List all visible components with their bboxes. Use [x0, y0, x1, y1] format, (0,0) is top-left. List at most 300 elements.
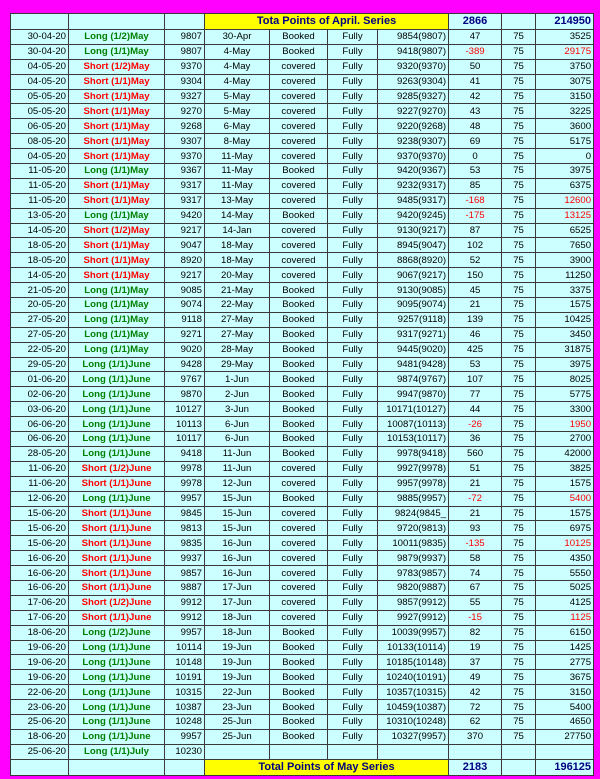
status-cell: Fully [328, 506, 378, 521]
table-row [11, 402, 594, 417]
points-cell: 44 [449, 402, 502, 417]
position-cell: Short (1/1)June [69, 521, 165, 536]
position-cell: Long (1/1)June [69, 417, 165, 432]
amount-cell: 5775 [536, 387, 594, 402]
action-cell: Booked [270, 298, 328, 313]
action-cell: covered [270, 223, 328, 238]
exit-detail-cell: 9257(9118) [378, 312, 449, 327]
entry-price-cell: 10230 [165, 744, 205, 759]
entry-date-cell: 11-05-20 [11, 178, 69, 193]
entry-price-cell: 9270 [165, 104, 205, 119]
status-cell: Fully [328, 208, 378, 223]
exit-date-cell: 8-May [205, 134, 270, 149]
entry-date-cell: 05-05-20 [11, 89, 69, 104]
table-row [11, 223, 594, 238]
points-cell: 77 [449, 387, 502, 402]
amount-cell: 2700 [536, 432, 594, 447]
action-cell: covered [270, 119, 328, 134]
blank-cell [502, 14, 536, 30]
position-cell: Short (1/1)May [69, 74, 165, 89]
exit-date-cell: 15-Jun [205, 506, 270, 521]
table-row [11, 149, 594, 164]
entry-price-cell: 9271 [165, 327, 205, 342]
exit-detail-cell: 10327(9957) [378, 729, 449, 744]
status-cell: Fully [328, 357, 378, 372]
position-cell: Short (1/1)June [69, 536, 165, 551]
amount-cell: 5400 [536, 491, 594, 506]
exit-date-cell: 18-May [205, 238, 270, 253]
entry-date-cell: 08-05-20 [11, 134, 69, 149]
points-cell: 45 [449, 283, 502, 298]
lot-size-cell: 75 [502, 714, 536, 729]
lot-size-cell: 75 [502, 536, 536, 551]
status-cell: Fully [328, 74, 378, 89]
table-row [11, 357, 594, 372]
position-cell: Short (1/1)May [69, 238, 165, 253]
exit-detail-cell: 10039(9957) [378, 625, 449, 640]
exit-date-cell: 1-Jun [205, 372, 270, 387]
amount-cell: 13125 [536, 208, 594, 223]
table-row [11, 551, 594, 566]
amount-cell: 1125 [536, 610, 594, 625]
status-cell: Fully [328, 30, 378, 45]
table-row [11, 89, 594, 104]
exit-detail-cell: 10171(10127) [378, 402, 449, 417]
entry-date-cell: 18-05-20 [11, 238, 69, 253]
action-cell: Booked [270, 417, 328, 432]
amount-cell: 4125 [536, 595, 594, 610]
action-cell: Booked [270, 729, 328, 744]
action-cell: covered [270, 134, 328, 149]
points-cell: 36 [449, 432, 502, 447]
status-cell: Fully [328, 521, 378, 536]
table-row [11, 685, 594, 700]
exit-detail-cell: 9854(9807) [378, 30, 449, 45]
lot-size-cell: 75 [502, 268, 536, 283]
may-total-points: 2183 [449, 759, 502, 775]
points-cell: 43 [449, 104, 502, 119]
position-cell: Short (1/1)May [69, 104, 165, 119]
exit-detail-cell: 10153(10117) [378, 432, 449, 447]
entry-date-cell: 25-06-20 [11, 744, 69, 759]
action-cell: covered [270, 74, 328, 89]
lot-size-cell: 75 [502, 476, 536, 491]
position-cell: Short (1/1)May [69, 89, 165, 104]
exit-detail-cell: 10357(10315) [378, 685, 449, 700]
entry-price-cell: 10117 [165, 432, 205, 447]
action-cell: Booked [270, 327, 328, 342]
table-row [11, 521, 594, 536]
exit-date-cell: 16-Jun [205, 536, 270, 551]
lot-size-cell: 75 [502, 208, 536, 223]
amount-cell: 1425 [536, 640, 594, 655]
blank-cell [502, 759, 536, 775]
points-cell: 21 [449, 506, 502, 521]
lot-size-cell: 75 [502, 610, 536, 625]
exit-detail-cell: 9238(9307) [378, 134, 449, 149]
entry-price-cell: 9857 [165, 566, 205, 581]
exit-date-cell [205, 744, 270, 759]
exit-detail-cell: 10133(10114) [378, 640, 449, 655]
position-cell: Long (1/1)May [69, 342, 165, 357]
entry-price-cell: 9047 [165, 238, 205, 253]
entry-price-cell: 9420 [165, 208, 205, 223]
entry-date-cell: 12-06-20 [11, 491, 69, 506]
entry-price-cell: 10315 [165, 685, 205, 700]
action-cell: Booked [270, 685, 328, 700]
points-cell: 107 [449, 372, 502, 387]
lot-size-cell: 75 [502, 44, 536, 59]
amount-cell: 1575 [536, 298, 594, 313]
entry-price-cell: 9217 [165, 223, 205, 238]
entry-date-cell: 04-05-20 [11, 59, 69, 74]
position-cell: Long (1/1)June [69, 446, 165, 461]
entry-date-cell: 16-06-20 [11, 566, 69, 581]
exit-date-cell: 28-May [205, 342, 270, 357]
points-cell: 19 [449, 640, 502, 655]
points-cell: 58 [449, 551, 502, 566]
status-cell: Fully [328, 491, 378, 506]
table-row [11, 729, 594, 744]
entry-date-cell: 27-05-20 [11, 327, 69, 342]
action-cell: Booked [270, 30, 328, 45]
lot-size-cell: 75 [502, 104, 536, 119]
amount-cell: 3225 [536, 104, 594, 119]
points-cell: 74 [449, 566, 502, 581]
position-cell: Short (1/2)June [69, 595, 165, 610]
points-cell: -168 [449, 193, 502, 208]
entry-date-cell: 18-05-20 [11, 253, 69, 268]
exit-date-cell: 17-Jun [205, 580, 270, 595]
amount-cell: 11250 [536, 268, 594, 283]
may-summary-row [11, 759, 594, 775]
action-cell: covered [270, 238, 328, 253]
entry-price-cell: 9807 [165, 30, 205, 45]
may-total-amount: 196125 [536, 759, 594, 775]
entry-price-cell: 9912 [165, 610, 205, 625]
exit-date-cell: 4-May [205, 74, 270, 89]
action-cell: covered [270, 521, 328, 536]
points-cell: 62 [449, 714, 502, 729]
lot-size-cell: 75 [502, 134, 536, 149]
amount-cell [536, 744, 594, 759]
action-cell: Booked [270, 312, 328, 327]
action-cell: covered [270, 193, 328, 208]
action-cell: covered [270, 268, 328, 283]
lot-size-cell: 75 [502, 432, 536, 447]
amount-cell: 3675 [536, 670, 594, 685]
amount-cell: 5025 [536, 580, 594, 595]
lot-size-cell: 75 [502, 342, 536, 357]
amount-cell: 5550 [536, 566, 594, 581]
exit-date-cell: 14-May [205, 208, 270, 223]
points-cell: 47 [449, 30, 502, 45]
entry-date-cell: 14-05-20 [11, 223, 69, 238]
position-cell: Short (1/1)June [69, 551, 165, 566]
status-cell: Fully [328, 446, 378, 461]
status-cell: Fully [328, 342, 378, 357]
amount-cell: 31875 [536, 342, 594, 357]
action-cell: covered [270, 580, 328, 595]
entry-price-cell: 9845 [165, 506, 205, 521]
entry-date-cell: 16-06-20 [11, 551, 69, 566]
action-cell: covered [270, 566, 328, 581]
amount-cell: 3750 [536, 59, 594, 74]
exit-detail-cell: 9720(9813) [378, 521, 449, 536]
lot-size-cell: 75 [502, 193, 536, 208]
action-cell: Booked [270, 342, 328, 357]
amount-cell: 3375 [536, 283, 594, 298]
action-cell: Booked [270, 372, 328, 387]
action-cell: covered [270, 506, 328, 521]
position-cell: Short (1/1)June [69, 476, 165, 491]
amount-cell: 12600 [536, 193, 594, 208]
table-row [11, 164, 594, 179]
table-row [11, 432, 594, 447]
lot-size-cell: 75 [502, 312, 536, 327]
action-cell: covered [270, 476, 328, 491]
exit-date-cell: 2-Jun [205, 387, 270, 402]
amount-cell: 42000 [536, 446, 594, 461]
position-cell: Long (1/1)May [69, 283, 165, 298]
exit-date-cell: 18-Jun [205, 610, 270, 625]
entry-price-cell: 9304 [165, 74, 205, 89]
points-cell: 370 [449, 729, 502, 744]
status-cell: Fully [328, 178, 378, 193]
entry-price-cell: 9327 [165, 89, 205, 104]
lot-size-cell: 75 [502, 625, 536, 640]
amount-cell: 29175 [536, 44, 594, 59]
entry-date-cell: 05-05-20 [11, 104, 69, 119]
blank-cell [69, 14, 165, 30]
entry-date-cell: 30-04-20 [11, 44, 69, 59]
lot-size-cell: 75 [502, 551, 536, 566]
entry-date-cell: 15-06-20 [11, 536, 69, 551]
exit-detail-cell: 9957(9978) [378, 476, 449, 491]
status-cell: Fully [328, 89, 378, 104]
action-cell: covered [270, 104, 328, 119]
entry-date-cell: 29-05-20 [11, 357, 69, 372]
lot-size-cell: 75 [502, 164, 536, 179]
status-cell: Fully [328, 312, 378, 327]
entry-price-cell: 9317 [165, 178, 205, 193]
entry-price-cell: 9217 [165, 268, 205, 283]
table-row [11, 178, 594, 193]
trade-table [10, 13, 594, 776]
amount-cell: 4350 [536, 551, 594, 566]
status-cell: Fully [328, 461, 378, 476]
points-cell: 69 [449, 134, 502, 149]
points-cell: 425 [449, 342, 502, 357]
table-row [11, 119, 594, 134]
amount-cell: 3150 [536, 685, 594, 700]
action-cell: covered [270, 178, 328, 193]
exit-detail-cell: 10240(10191) [378, 670, 449, 685]
points-cell: 150 [449, 268, 502, 283]
exit-date-cell: 23-Jun [205, 700, 270, 715]
table-row [11, 417, 594, 432]
lot-size-cell: 75 [502, 595, 536, 610]
table-row [11, 74, 594, 89]
amount-cell: 6375 [536, 178, 594, 193]
entry-price-cell: 9912 [165, 595, 205, 610]
status-cell [328, 744, 378, 759]
position-cell: Short (1/1)May [69, 268, 165, 283]
action-cell: covered [270, 253, 328, 268]
status-cell: Fully [328, 714, 378, 729]
points-cell: 21 [449, 476, 502, 491]
lot-size-cell [502, 744, 536, 759]
points-cell: 42 [449, 89, 502, 104]
lot-size-cell: 75 [502, 30, 536, 45]
amount-cell: 3075 [536, 74, 594, 89]
action-cell: Booked [270, 640, 328, 655]
table-row [11, 655, 594, 670]
status-cell: Fully [328, 580, 378, 595]
position-cell: Long (1/1)June [69, 387, 165, 402]
status-cell: Fully [328, 476, 378, 491]
action-cell: Booked [270, 283, 328, 298]
table-row [11, 104, 594, 119]
position-cell: Short (1/2)May [69, 223, 165, 238]
lot-size-cell: 75 [502, 119, 536, 134]
entry-date-cell: 20-05-20 [11, 298, 69, 313]
action-cell: Booked [270, 670, 328, 685]
exit-date-cell: 29-May [205, 357, 270, 372]
lot-size-cell: 75 [502, 521, 536, 536]
amount-cell: 10125 [536, 536, 594, 551]
amount-cell: 10425 [536, 312, 594, 327]
status-cell: Fully [328, 536, 378, 551]
entry-price-cell: 9887 [165, 580, 205, 595]
lot-size-cell: 75 [502, 446, 536, 461]
entry-date-cell: 02-06-20 [11, 387, 69, 402]
exit-date-cell: 13-May [205, 193, 270, 208]
exit-detail-cell: 9130(9085) [378, 283, 449, 298]
amount-cell: 2775 [536, 655, 594, 670]
entry-price-cell: 10387 [165, 700, 205, 715]
amount-cell: 3975 [536, 164, 594, 179]
action-cell: covered [270, 595, 328, 610]
points-cell [449, 744, 502, 759]
points-cell: 139 [449, 312, 502, 327]
lot-size-cell: 75 [502, 283, 536, 298]
points-cell: 37 [449, 655, 502, 670]
amount-cell: 3900 [536, 253, 594, 268]
entry-date-cell: 18-06-20 [11, 729, 69, 744]
entry-date-cell: 04-05-20 [11, 74, 69, 89]
position-cell: Long (1/1)June [69, 729, 165, 744]
amount-cell: 1950 [536, 417, 594, 432]
entry-price-cell: 9767 [165, 372, 205, 387]
exit-date-cell: 27-May [205, 312, 270, 327]
lot-size-cell: 75 [502, 387, 536, 402]
exit-detail-cell: 9067(9217) [378, 268, 449, 283]
action-cell: covered [270, 149, 328, 164]
action-cell: Booked [270, 491, 328, 506]
exit-detail-cell: 9263(9304) [378, 74, 449, 89]
exit-date-cell: 25-Jun [205, 729, 270, 744]
action-cell: Booked [270, 357, 328, 372]
points-cell: 55 [449, 595, 502, 610]
exit-detail-cell: 9824(9845_ [378, 506, 449, 521]
table-row [11, 208, 594, 223]
amount-cell: 3300 [536, 402, 594, 417]
position-cell: Long (1/1)June [69, 402, 165, 417]
table-row [11, 566, 594, 581]
exit-detail-cell: 9978(9418) [378, 446, 449, 461]
points-cell: -175 [449, 208, 502, 223]
lot-size-cell: 75 [502, 461, 536, 476]
entry-date-cell: 06-06-20 [11, 417, 69, 432]
entry-date-cell: 23-06-20 [11, 700, 69, 715]
entry-price-cell: 10191 [165, 670, 205, 685]
entry-price-cell: 9428 [165, 357, 205, 372]
entry-date-cell: 06-05-20 [11, 119, 69, 134]
exit-detail-cell: 9232(9317) [378, 178, 449, 193]
april-series-title: Tota Points of April. Series [205, 14, 449, 30]
action-cell: Booked [270, 44, 328, 59]
table-row [11, 714, 594, 729]
entry-date-cell: 22-05-20 [11, 342, 69, 357]
entry-date-cell: 11-06-20 [11, 461, 69, 476]
table-row [11, 491, 594, 506]
points-cell: 53 [449, 357, 502, 372]
lot-size-cell: 75 [502, 59, 536, 74]
status-cell: Fully [328, 298, 378, 313]
blank-cell [11, 14, 69, 30]
points-cell: 52 [449, 253, 502, 268]
points-cell: 21 [449, 298, 502, 313]
amount-cell: 7650 [536, 238, 594, 253]
exit-date-cell: 11-May [205, 164, 270, 179]
entry-date-cell: 14-05-20 [11, 268, 69, 283]
exit-detail-cell: 9927(9978) [378, 461, 449, 476]
exit-detail-cell: 9445(9020) [378, 342, 449, 357]
position-cell: Long (1/2)June [69, 625, 165, 640]
exit-detail-cell: 10011(9835) [378, 536, 449, 551]
exit-date-cell: 19-Jun [205, 640, 270, 655]
entry-date-cell: 19-06-20 [11, 640, 69, 655]
entry-date-cell: 18-06-20 [11, 625, 69, 640]
table-row [11, 312, 594, 327]
status-cell: Fully [328, 551, 378, 566]
blank-cell [165, 14, 205, 30]
lot-size-cell: 75 [502, 298, 536, 313]
entry-price-cell: 9957 [165, 625, 205, 640]
exit-detail-cell: 9485(9317) [378, 193, 449, 208]
status-cell: Fully [328, 372, 378, 387]
position-cell: Short (1/1)May [69, 149, 165, 164]
entry-price-cell: 9370 [165, 59, 205, 74]
exit-detail-cell: 9879(9937) [378, 551, 449, 566]
entry-price-cell: 9370 [165, 149, 205, 164]
position-cell: Long (1/2)May [69, 30, 165, 45]
entry-price-cell: 9813 [165, 521, 205, 536]
table-row [11, 744, 594, 759]
exit-detail-cell: 9130(9217) [378, 223, 449, 238]
points-cell: 53 [449, 164, 502, 179]
action-cell: Booked [270, 655, 328, 670]
lot-size-cell: 75 [502, 700, 536, 715]
exit-detail-cell: 9420(9245) [378, 208, 449, 223]
lot-size-cell: 75 [502, 327, 536, 342]
points-cell: 49 [449, 670, 502, 685]
status-cell: Fully [328, 402, 378, 417]
exit-detail-cell: 9927(9912) [378, 610, 449, 625]
entry-date-cell: 06-06-20 [11, 432, 69, 447]
status-cell: Fully [328, 595, 378, 610]
